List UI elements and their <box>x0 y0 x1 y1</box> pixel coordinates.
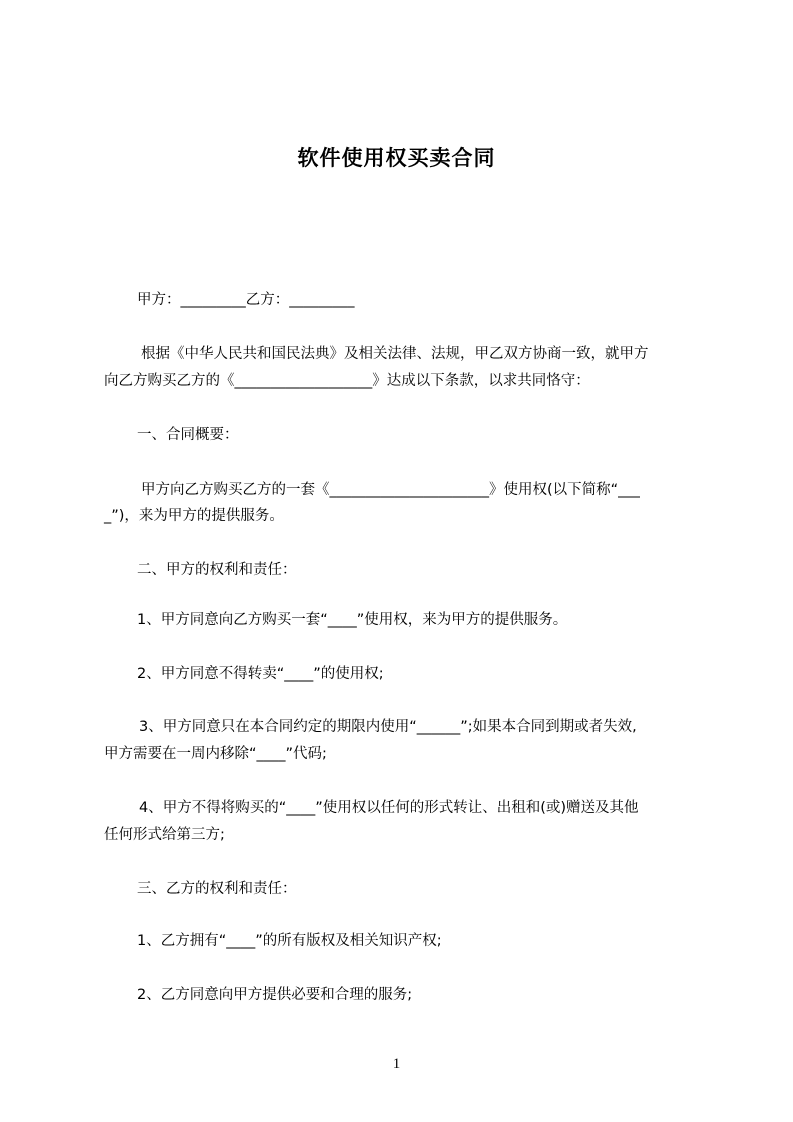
preamble-line-2: 向乙方购买乙方的《___________________》达成以下条款，以求共同恪守： <box>104 373 590 389</box>
document-title: 软件使用权买卖合同 <box>297 146 496 170</box>
section-3-item-1: 1、乙方拥有“____”的所有版权及相关知识产权; <box>137 933 442 949</box>
section-2-heading: 二、甲方的权利和责任： <box>137 562 297 578</box>
section-2-item-4-line-2: 任何形式给第三方; <box>104 827 225 843</box>
section-1-line-1: 甲方向乙方购买乙方的一套《______________________》使用权(以下简称“___ <box>141 482 640 498</box>
preamble-line-1: 根据《中华人民共和国民法典》及相关法律、法规，甲乙双方协商一致，就甲方 <box>141 346 649 362</box>
section-2-item-3-line-2: 甲方需要在一周内移除“____”代码; <box>104 746 327 762</box>
section-2-item-1: 1、甲方同意向乙方购买一套“____”使用权，来为甲方的提供服务。 <box>137 612 568 628</box>
section-1-heading: 一、合同概要： <box>137 427 239 443</box>
section-3-heading: 三、乙方的权利和责任： <box>137 881 297 897</box>
section-2-item-4-line-1: 4、甲方不得将购买的“____”使用权以任何的形式转让、出租和(或)赠送及其他 <box>139 800 639 816</box>
parties-line: 甲方：_________乙方：_________ <box>137 292 355 308</box>
section-2-item-2: 2、甲方同意不得转卖“____”的使用权; <box>137 666 384 682</box>
section-1-line-2: _”)，来为甲方的提供服务。 <box>104 508 284 524</box>
section-2-item-3-line-1: 3、甲方同意只在本合同约定的期限内使用“______”;如果本合同到期或者失效, <box>139 719 637 735</box>
page-number: 1 <box>392 1056 401 1072</box>
section-3-item-2: 2、乙方同意向甲方提供必要和合理的服务; <box>137 987 413 1003</box>
